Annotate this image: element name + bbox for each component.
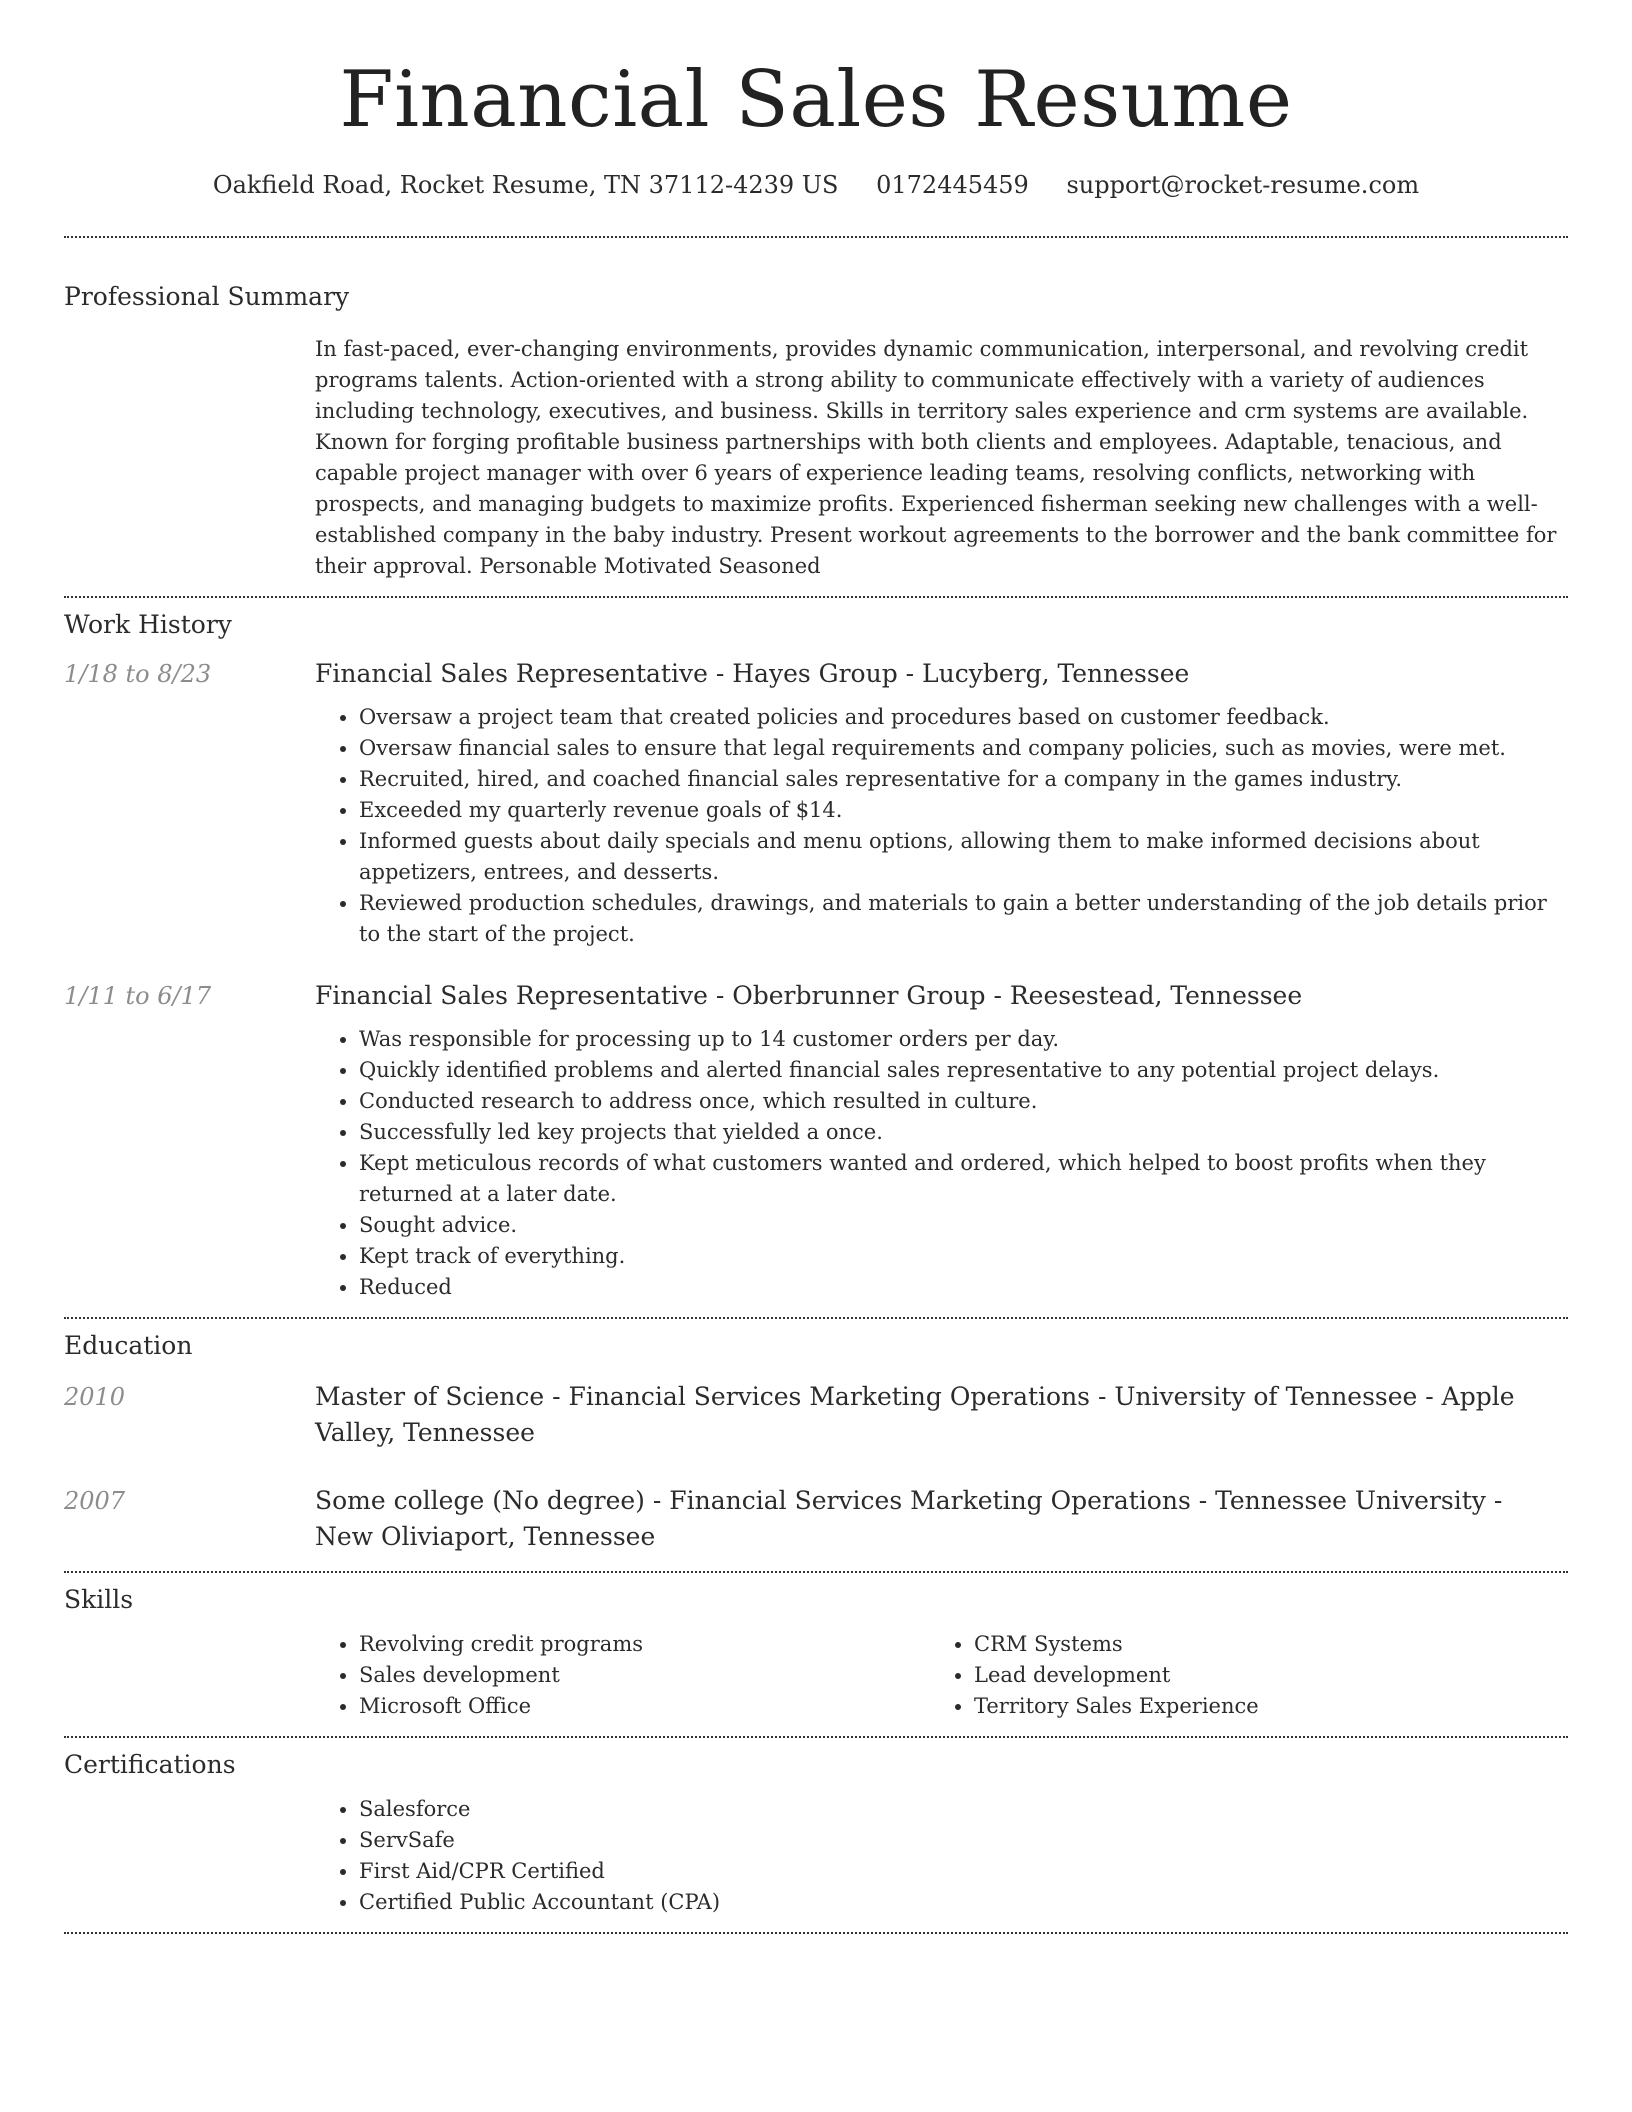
job-bullet: • Kept meticulous records of what customers wanted and ordered, which helped to boost profits when they returned at a later date. — [359, 1148, 1568, 1210]
certification-item: • First Aid/CPR Certified — [359, 1856, 1568, 1887]
job-bullet: • Reviewed production schedules, drawings, and materials to gain a better understanding of the job details prior to the start of the project. — [359, 888, 1568, 950]
job-bullet: • Informed guests about daily specials and menu options, allowing them to make informed decisions about appetizers, entrees, and desserts. — [359, 826, 1568, 888]
certification-item: • Certified Public Accountant (CPA) — [359, 1887, 1568, 1918]
resume-header — [64, 0, 1568, 202]
job-bullet: • Sought advice. — [359, 1210, 1568, 1241]
education-section — [64, 1319, 1568, 1571]
skill-item: • CRM Systems — [974, 1629, 1545, 1660]
job-bullet: • Recruited, hired, and coached financial sales representative for a company in the games industry. — [359, 764, 1568, 795]
summary-heading: Professional Summary — [64, 282, 350, 311]
job-dates: 1/11 to 6/17 — [64, 982, 212, 1010]
certification-item: • ServSafe — [359, 1825, 1568, 1856]
skills-section — [64, 1573, 1568, 1736]
certifications-section — [64, 1738, 1568, 1932]
contact-address: Oakfield Road, Rocket Resume, TN 37112-4239 US — [212, 171, 839, 199]
education-entry — [64, 1483, 1568, 1555]
certifications-list — [315, 1794, 1568, 1918]
job-bullet: • Oversaw financial sales to ensure that legal requirements and company policies, such as movies, were met. — [359, 733, 1568, 764]
certification-item: • Salesforce — [359, 1794, 1568, 1825]
skills-heading: Skills — [64, 1585, 134, 1614]
resume-title: Financial Sales Resume — [339, 55, 1293, 145]
job-heading: Financial Sales Representative - Oberbrunner Group - Reesestead, Tennessee — [315, 981, 1303, 1010]
skill-item: • Territory Sales Experience — [974, 1691, 1545, 1722]
job-bullet: • Conducted research to address once, which resulted in culture. — [359, 1086, 1568, 1117]
skill-item: • Microsoft Office — [359, 1691, 930, 1722]
job-bullet: • Reduced — [359, 1272, 1568, 1303]
job-bullet: • Quickly identified problems and alerted financial sales representative to any potential project delays. — [359, 1055, 1568, 1086]
job-bullet: • Kept track of everything. — [359, 1241, 1568, 1272]
job-entry — [64, 656, 1568, 950]
skills-column-right — [930, 1629, 1545, 1722]
contact-email: support@rocket-resume.com — [1066, 171, 1420, 199]
summary-text: In fast-paced, ever-changing environments, provides dynamic communication, interpersonal, and revolving credit programs talents. Action-oriented with a strong ability to communicate effectively with a variety of audiences including technology, executives, and business. Skills in territory sales experience and crm systems are available. Known for forging profitable business partnerships with both clients and employees. Adaptable, tenacious, and capable project manager with over 6 years of experience leading teams, resolving conflicts, networking with prospects, and managing budgets to maximize profits. Experienced fisherman seeking new challenges with a well-established company in the baby industry. Present workout agreements to the borrower and the bank committee for their approval. Personable Motivated Seasoned — [315, 337, 1557, 578]
skills-column-left — [315, 1629, 930, 1722]
job-bullets — [315, 1024, 1568, 1303]
job-bullet: • Was responsible for processing up to 14 customer orders per day. — [359, 1024, 1568, 1055]
work-section — [64, 598, 1568, 1317]
contact-line — [64, 168, 1568, 202]
skills-grid — [315, 1629, 1568, 1722]
job-dates: 1/18 to 8/23 — [64, 660, 212, 688]
education-entry — [64, 1379, 1568, 1451]
section-divider — [64, 1932, 1568, 1934]
job-heading: Financial Sales Representative - Hayes Group - Lucyberg, Tennessee — [315, 659, 1190, 688]
skill-item: • Sales development — [359, 1660, 930, 1691]
education-year: 2010 — [64, 1383, 126, 1411]
job-bullets — [315, 702, 1568, 950]
skill-item: • Revolving credit programs — [359, 1629, 930, 1660]
education-heading: Education — [64, 1331, 193, 1360]
education-heading-text: Some college (No degree) - Financial Services Marketing Operations - Tennessee University - New Oliviaport, Tennessee — [315, 1486, 1503, 1551]
job-bullet: • Oversaw a project team that created policies and procedures based on customer feedback. — [359, 702, 1568, 733]
education-year: 2007 — [64, 1487, 126, 1515]
skill-item: • Lead development — [974, 1660, 1545, 1691]
job-entry — [64, 978, 1568, 1303]
education-heading-text: Master of Science - Financial Services Marketing Operations - University of Tennessee - Apple Valley, Tennessee — [315, 1382, 1515, 1447]
certifications-heading: Certifications — [64, 1750, 236, 1779]
work-heading: Work History — [64, 610, 232, 639]
summary-section — [64, 238, 1568, 596]
contact-phone: 0172445459 — [876, 171, 1029, 199]
job-bullet: • Exceeded my quarterly revenue goals of $14. — [359, 795, 1568, 826]
job-bullet: • Successfully led key projects that yielded a once. — [359, 1117, 1568, 1148]
